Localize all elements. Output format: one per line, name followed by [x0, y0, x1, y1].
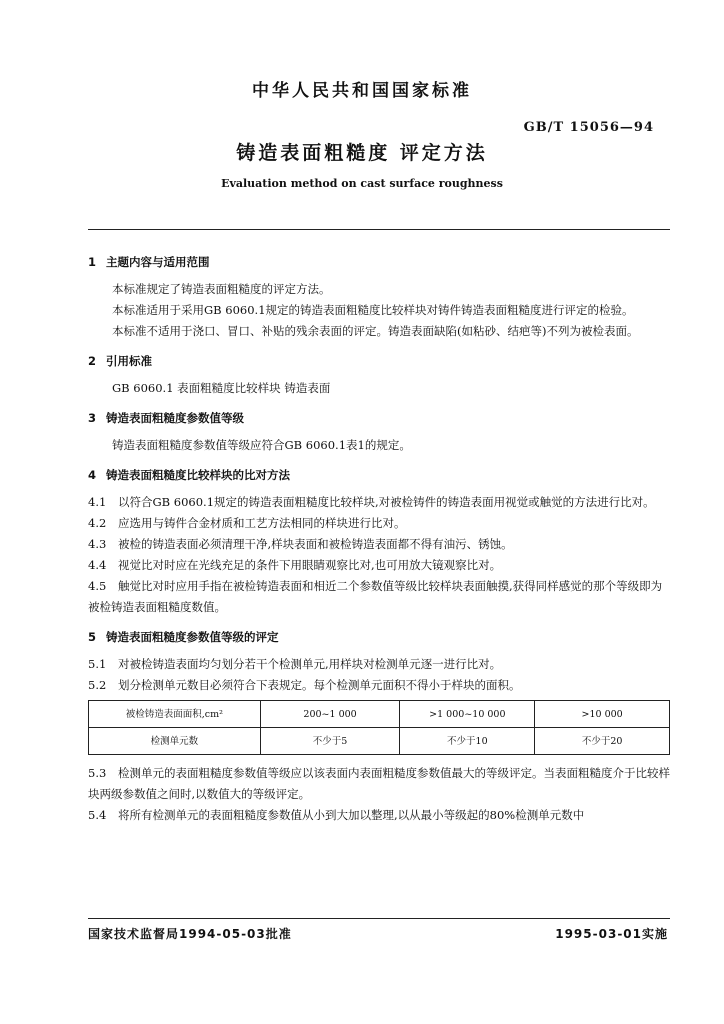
- section-title: 引用标准: [106, 354, 152, 368]
- section-number: 3: [88, 411, 97, 425]
- issuing-organization: 中华人民共和国国家标准: [252, 81, 472, 101]
- approval-date: 国家技术监督局1994-05-03批准: [88, 927, 292, 941]
- clause-text: 被检的铸造表面必须清理干净,样块表面和被检铸造表面都不得有油污、锈蚀。: [118, 537, 513, 551]
- clause-number: 5.3: [88, 766, 107, 780]
- table-cell: 检测单元数: [89, 728, 261, 755]
- clause-number: 5.1: [88, 657, 107, 671]
- clause-number: 5.4: [88, 808, 107, 822]
- clause: [88, 492, 670, 513]
- paragraph: 铸造表面粗糙度参数值等级应符合GB 6060.1表1的规定。: [112, 438, 411, 452]
- table-cell: 不少于20: [535, 728, 670, 755]
- paragraph: 本标准适用于采用GB 6060.1规定的铸造表面粗糙度比较样块对铸件铸造表面粗糙度进行评定的检验。: [112, 303, 634, 317]
- clause-text: 划分检测单元数目必须符合下表规定。每个检测单元面积不得小于样块的面积。: [118, 678, 521, 692]
- section-number: 2: [88, 354, 97, 368]
- table-row: [89, 701, 670, 728]
- document-title-cn: 铸造表面粗糙度 评定方法: [236, 142, 488, 164]
- section-1-heading: [88, 252, 670, 273]
- section-2-heading: [88, 351, 670, 372]
- table-row: [89, 728, 670, 755]
- clause-text: 视觉比对时应在光线充足的条件下用眼睛观察比对,也可用放大镜观察比对。: [118, 558, 502, 572]
- document-body: [88, 252, 670, 826]
- clause-number: 4.4: [88, 558, 107, 572]
- clause: [88, 555, 670, 576]
- clause-text: 对被检铸造表面均匀划分若干个检测单元,用样块对检测单元逐一进行比对。: [118, 657, 502, 671]
- table-cell: 不少于5: [260, 728, 400, 755]
- table-cell: 不少于10: [400, 728, 535, 755]
- table-cell: 200~1 000: [260, 701, 400, 728]
- clause: [88, 763, 670, 805]
- table-cell: >1 000~10 000: [400, 701, 535, 728]
- section-title: 铸造表面粗糙度参数值等级的评定: [106, 630, 279, 644]
- clause-text: 将所有检测单元的表面粗糙度参数值从小到大加以整理,以从最小等级起的80%检测单元数中: [118, 808, 585, 822]
- paragraph: 本标准规定了铸造表面粗糙度的评定方法。: [112, 282, 331, 296]
- clause: [88, 654, 670, 675]
- inspection-unit-table: [88, 700, 670, 755]
- section-number: 5: [88, 630, 97, 644]
- clause: [88, 513, 670, 534]
- section-title: 主题内容与适用范围: [106, 255, 210, 269]
- clause: [88, 534, 670, 555]
- clause-text: 触觉比对时应用手指在被检铸造表面和相近二个参数值等级比较样块表面触摸,获得同样感觉的那个等级即为被检铸造表面粗糙度数值。: [88, 579, 663, 614]
- paragraph: 本标准不适用于浇口、冒口、补贴的残余表面的评定。铸造表面缺陷(如粘砂、结疤等)不列为被检表面。: [112, 324, 639, 338]
- clause-number: 4.2: [88, 516, 107, 530]
- section-number: 1: [88, 255, 97, 269]
- document-title-en: Evaluation method on cast surface roughness: [221, 177, 503, 190]
- paragraph: GB 6060.1 表面粗糙度比较样块 铸造表面: [112, 381, 331, 395]
- clause: [88, 675, 670, 696]
- clause-number: 4.1: [88, 495, 107, 509]
- standard-code: GB/T 15056—94: [523, 120, 654, 135]
- clause-text: 以符合GB 6060.1规定的铸造表面粗糙度比较样块,对被检铸件的铸造表面用视觉或触觉的方法进行比对。: [118, 495, 655, 509]
- footer-divider: [88, 918, 670, 919]
- clause-number: 4.3: [88, 537, 107, 551]
- clause-number: 5.2: [88, 678, 107, 692]
- clause: [88, 805, 670, 826]
- section-title: 铸造表面粗糙度参数值等级: [106, 411, 244, 425]
- section-5-heading: [88, 627, 670, 648]
- clause: [88, 576, 670, 618]
- clause-text: 应选用与铸件合金材质和工艺方法相同的样块进行比对。: [118, 516, 406, 530]
- section-number: 4: [88, 468, 97, 482]
- table-cell: 被检铸造表面面积,cm²: [89, 701, 261, 728]
- section-4-heading: [88, 465, 670, 486]
- section-title: 铸造表面粗糙度比较样块的比对方法: [106, 468, 290, 482]
- header-divider: [88, 229, 670, 230]
- section-3-heading: [88, 408, 670, 429]
- clause-text: 检测单元的表面粗糙度参数值等级应以该表面内表面粗糙度参数值最大的等级评定。当表面粗糙度介于比较样块两级参数值之间时,以数值大的等级评定。: [88, 766, 670, 801]
- clause-number: 4.5: [88, 579, 107, 593]
- table-cell: >10 000: [535, 701, 670, 728]
- implementation-date: 1995-03-01实施: [555, 927, 668, 941]
